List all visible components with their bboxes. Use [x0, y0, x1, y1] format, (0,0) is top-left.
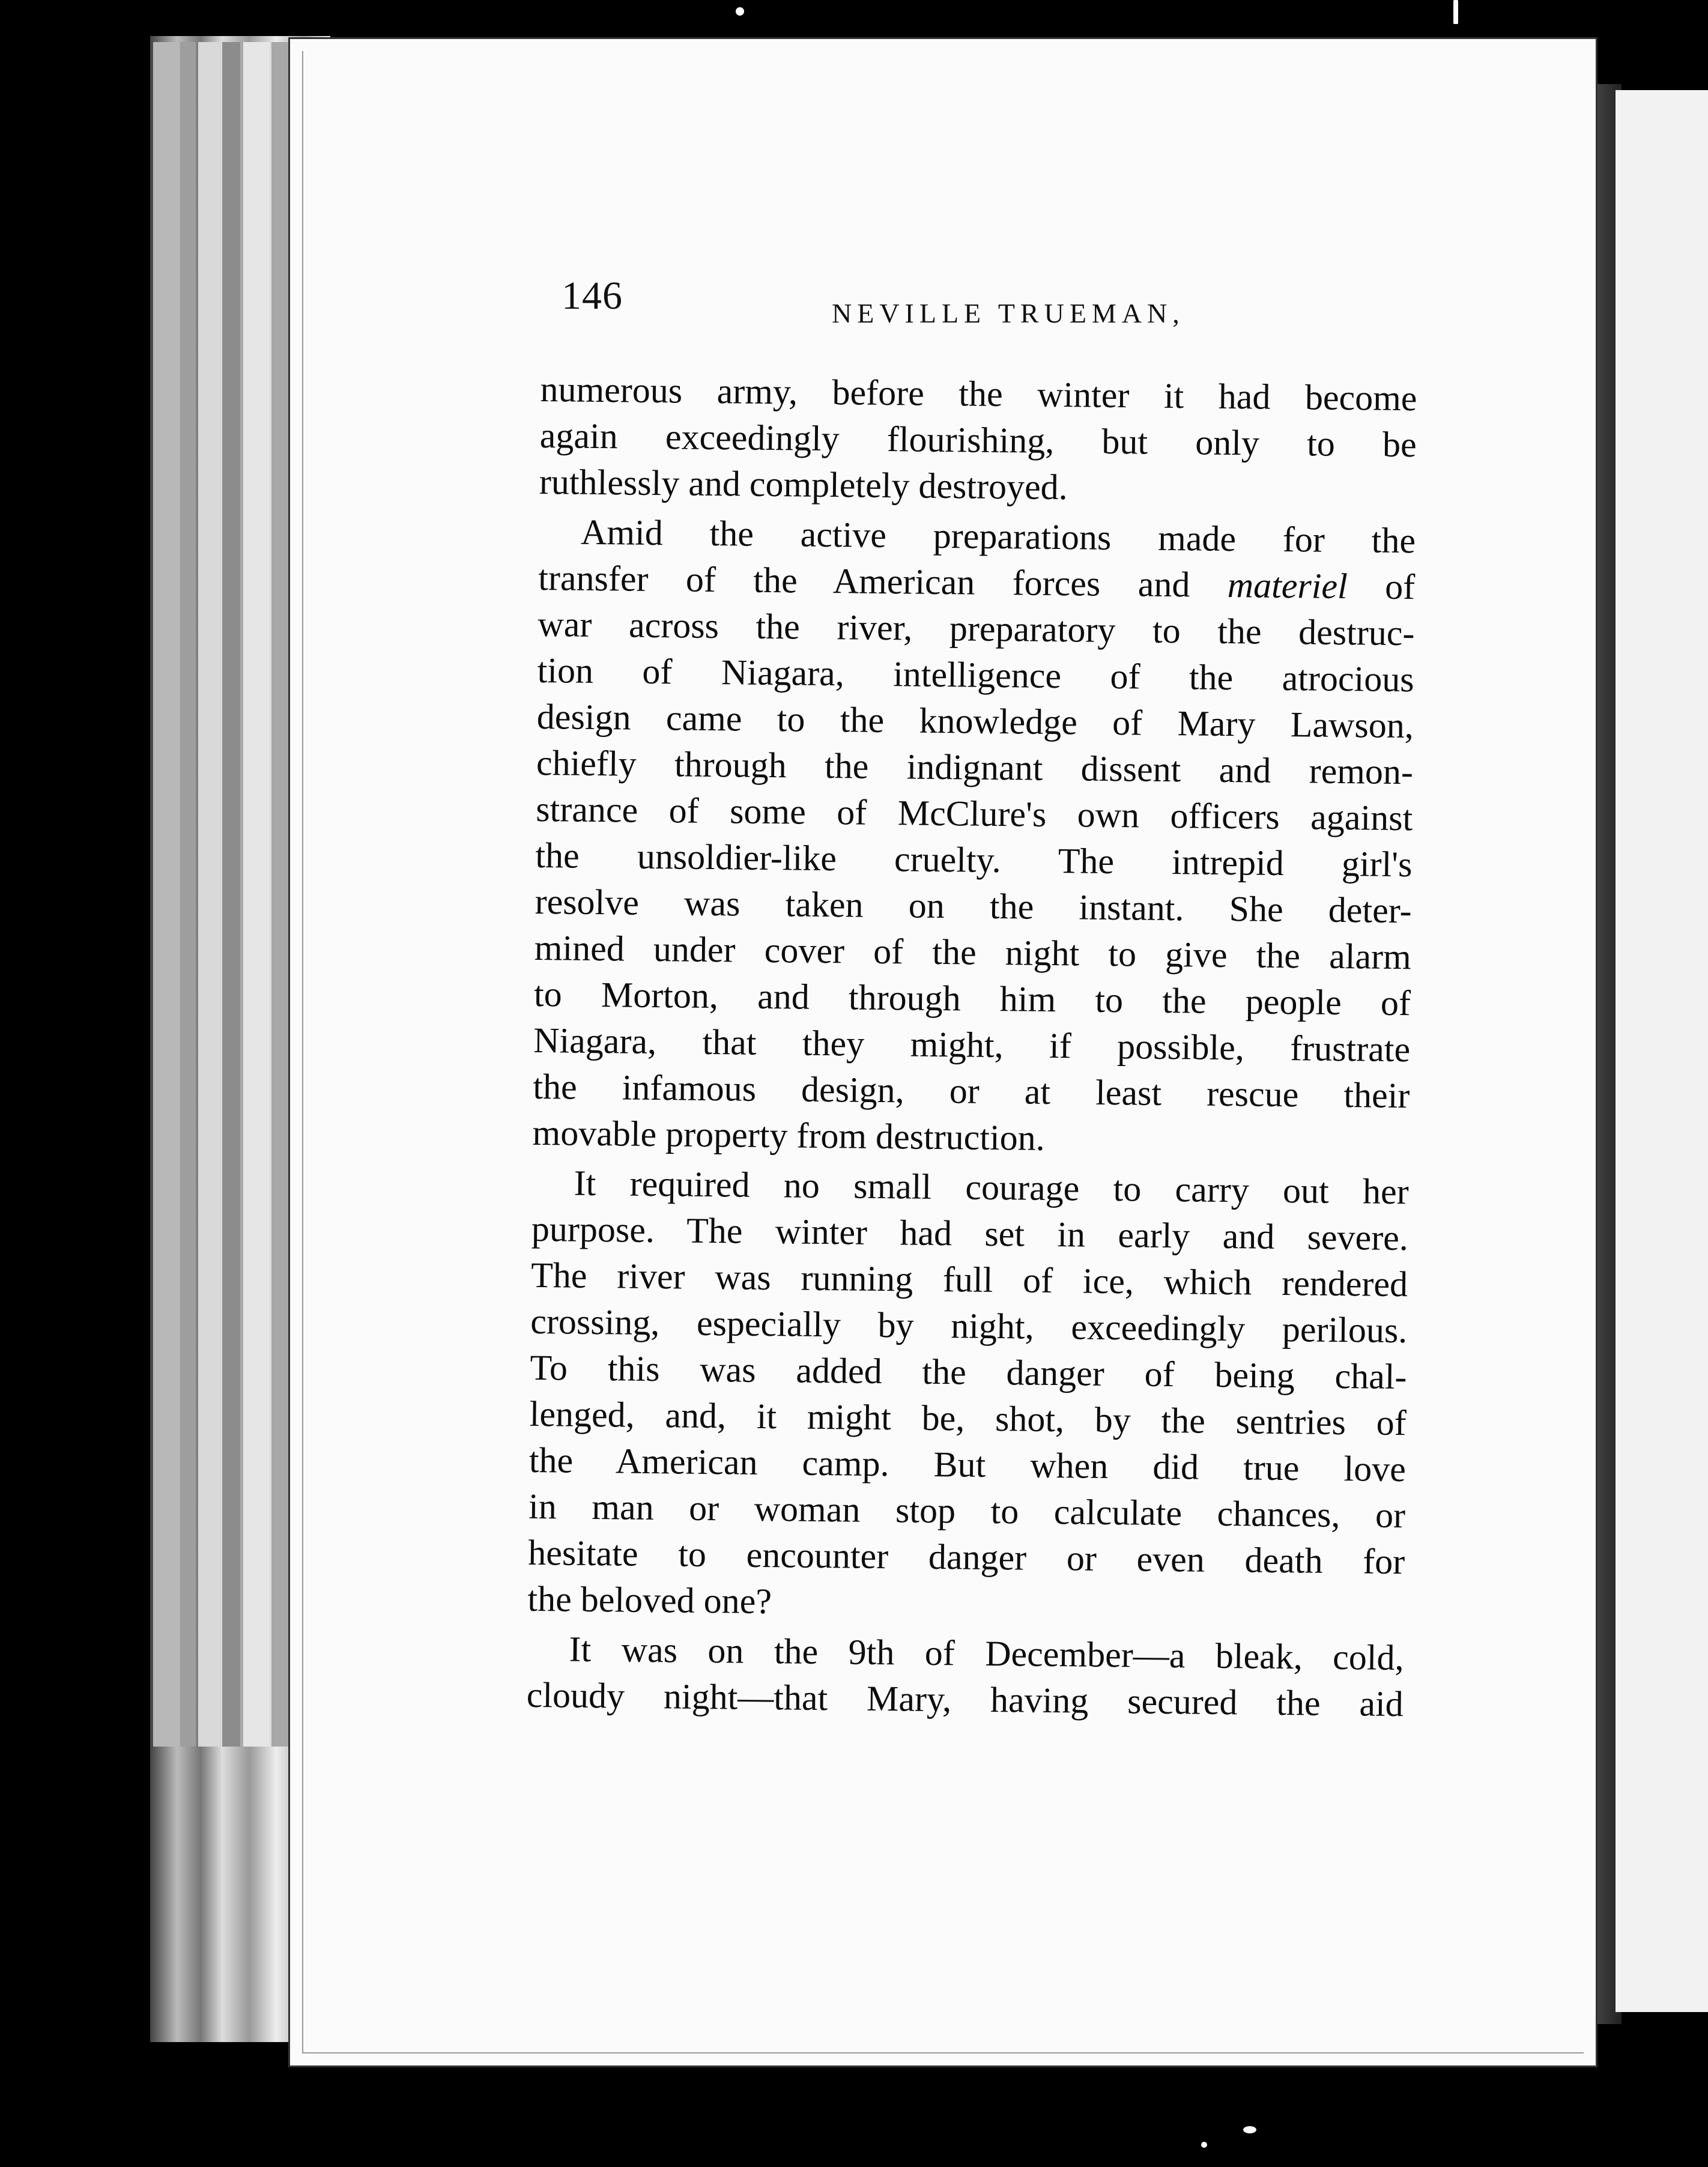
page-edge [222, 42, 240, 1747]
text-line: Amid the active preparations made for the [580, 512, 1416, 561]
text-line: to Morton, and through him to the people of [533, 974, 1411, 1023]
text-line: the beloved one? [527, 1578, 772, 1622]
text-line: hesitate to encounter danger or even death for [527, 1532, 1405, 1582]
text-line: The river was running full of ice, which rendered [530, 1255, 1408, 1305]
page-edge [180, 42, 196, 1747]
text-line: war across the river, preparatory to the destruc- [538, 604, 1415, 653]
text-line: design came to the knowledge of Mary Lawson, [536, 696, 1414, 746]
body-text [526, 366, 1417, 1727]
page-number: 146 [562, 274, 623, 318]
scan-speck [1201, 2142, 1207, 2148]
scan-speck [736, 7, 744, 16]
page-edge [198, 42, 220, 1747]
paragraph [532, 509, 1416, 1165]
text-line: It required no small courage to carry out her [574, 1163, 1410, 1212]
scan-speck [1243, 2126, 1256, 2133]
text-line: resolve was taken on the instant. She deter- [535, 881, 1412, 931]
page-edge [243, 42, 270, 1747]
text-line: the infamous design, or at least rescue their [533, 1066, 1410, 1116]
facing-page-edge [1616, 90, 1708, 2012]
page-edge [271, 42, 289, 1747]
text-line: crossing, especially by night, exceedingly perilous. [530, 1301, 1408, 1351]
text-line: the unsoldier-like cruelty. The intrepid girl's [535, 835, 1413, 885]
text-line: strance of some of McClure's own officers against [535, 789, 1413, 838]
text-line: numerous army, before the winter it had become [540, 369, 1417, 419]
page-edge [153, 42, 177, 1747]
text-line: ruthlessly and completely destroyed. [539, 461, 1068, 508]
text-line: It was on the 9th of December—a bleak, cold, [569, 1629, 1404, 1678]
running-head: NEVILLE TRUEMAN, [832, 298, 1185, 329]
paragraph [527, 1160, 1409, 1631]
text-line: cloudy night—that Mary, having secured the aid [526, 1674, 1404, 1724]
text-line: chiefly through the indignant dissent and remon- [536, 742, 1414, 792]
scan-speck [1453, 0, 1458, 24]
text-line: again exceedingly flourishing, but only to be [539, 415, 1417, 465]
text-line: Niagara, that they might, if possible, frustrate [533, 1020, 1411, 1070]
text-line: movable property from destruction. [532, 1112, 1046, 1158]
text-line: To this was added the danger of being chal- [530, 1347, 1407, 1397]
text-line: the American camp. But when did true love [528, 1440, 1407, 1490]
paragraph [526, 1626, 1404, 1727]
text-line: transfer of the American forces and materiel of [538, 557, 1416, 607]
text-line: tion of Niagara, intelligence of the atrocious [537, 650, 1414, 700]
paragraph [539, 366, 1417, 514]
text-line: purpose. The winter had set in early and severe. [531, 1208, 1409, 1258]
text-line: lenged, and, it might be, shot, by the sentries of [529, 1393, 1407, 1443]
text-line: mined under cover of the night to give the alarm [534, 927, 1412, 977]
text-line: in man or woman stop to calculate chances, or [528, 1486, 1406, 1536]
